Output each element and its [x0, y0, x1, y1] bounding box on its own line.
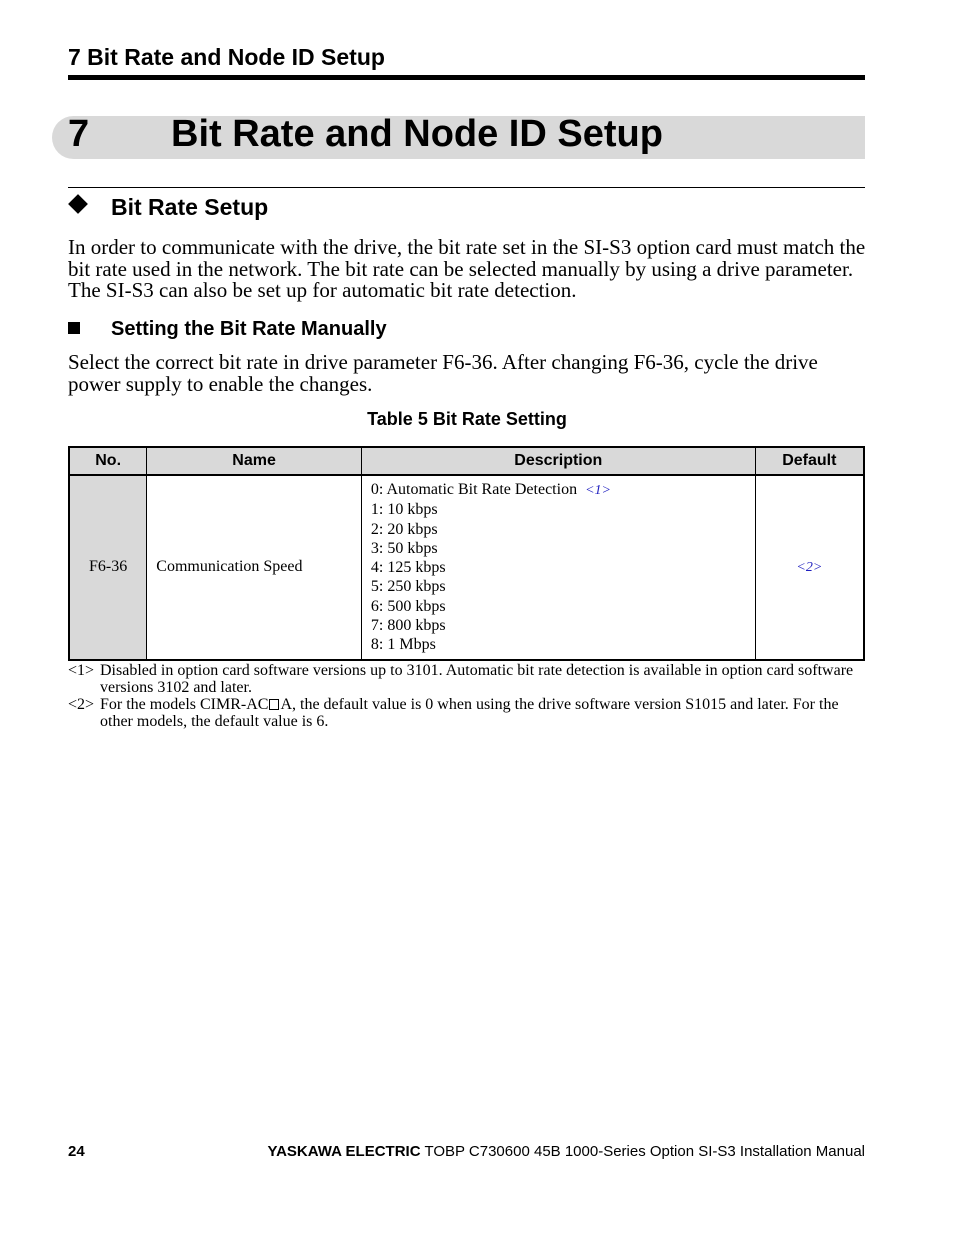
note-text-after: A, the default value is 0 when using the drive software version S1015 and later. For the other models, the default value is 6.: [100, 696, 839, 730]
header-name: Name: [147, 447, 362, 475]
header-default: Default: [755, 447, 864, 475]
table-header-row: [69, 447, 864, 475]
header-rule: [68, 75, 865, 80]
footer-doc: TOBP C730600 45B 1000-Series Option SI-S3 Installation Manual: [424, 1143, 865, 1160]
note-2: [68, 696, 868, 730]
subsection-title: Setting the Bit Rate Manually: [111, 318, 387, 340]
note-marker: <1>: [68, 662, 95, 679]
section-rule: [68, 187, 865, 188]
note-1: [68, 662, 868, 696]
manual-paragraph: Select the correct bit rate in drive parameter F6-36. After changing F6-36, cycle the drive power supply to enable the changes.: [68, 350, 818, 396]
header-no: No.: [69, 447, 147, 475]
table-notes: [68, 662, 868, 730]
param-name: Communication Speed: [147, 475, 362, 660]
table-caption: Table 5 Bit Rate Setting: [367, 409, 567, 429]
description-line: 2: 20 kbps: [370, 520, 438, 538]
section-title: Bit Rate Setup: [111, 194, 269, 220]
description-line: 4: 125 kbps: [370, 559, 446, 577]
chapter-number: 7: [68, 113, 90, 155]
default-ref-link[interactable]: <2>: [796, 560, 823, 576]
param-default: [755, 475, 864, 660]
note-text-before: For the models CIMR-AC: [100, 696, 269, 713]
description-line: 7: 800 kbps: [370, 617, 446, 635]
page-number: 24: [68, 1143, 85, 1160]
square-bullet-icon: [68, 322, 80, 334]
note-ref-link[interactable]: <1>: [585, 483, 611, 498]
description-line: 0: Automatic Bit Rate Detection <1>: [370, 481, 611, 498]
description-line: 6: 500 kbps: [370, 597, 446, 615]
table-row: [69, 475, 864, 660]
description-line: 3: 50 kbps: [370, 539, 438, 557]
footer-doc-title: [267, 1143, 865, 1160]
note-text: Disabled in option card software versions up to 3101. Automatic bit rate detection is available in option card software versions 3102 and later.: [100, 662, 854, 696]
intro-paragraph: In order to communicate with the drive, the bit rate set in the SI-S3 option card must match the bit rate used in the network. The bit rate can be selected manually by using a drive parameter. The SI-S3 can also be set up for automatic bit rate detection.: [68, 235, 866, 302]
param-description: [361, 475, 755, 660]
bit-rate-table: [68, 446, 865, 661]
chapter-title: Bit Rate and Node ID Setup: [171, 113, 663, 155]
header-description: Description: [361, 447, 755, 475]
running-header: 7 Bit Rate and Node ID Setup: [68, 44, 385, 70]
diamond-bullet-icon: [68, 194, 88, 214]
description-line: 5: 250 kbps: [370, 578, 446, 596]
description-line: 1: 10 kbps: [370, 501, 438, 519]
footer-brand: YASKAWA ELECTRIC: [267, 1143, 421, 1160]
description-line: 8: 1 Mbps: [370, 636, 436, 654]
param-number: F6-36: [69, 475, 147, 660]
box-placeholder-icon: [269, 699, 279, 710]
note-marker: <2>: [68, 696, 95, 713]
